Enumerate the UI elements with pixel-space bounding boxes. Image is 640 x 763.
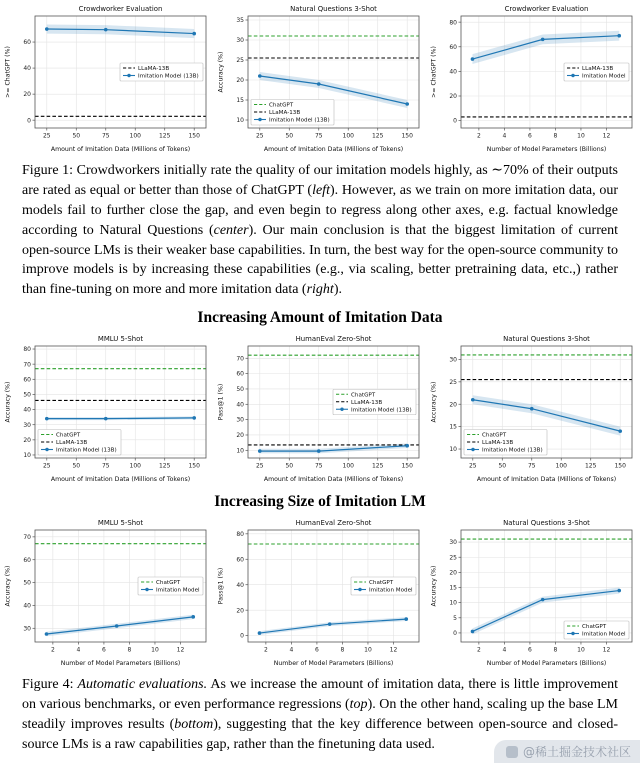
chart-humaneval-vs-data [215,332,425,484]
svg-text:50: 50 [285,132,294,140]
mmlu-vs-data-plot [2,332,212,484]
svg-text:LLaMA-13B: LLaMA-13B [269,110,301,116]
svg-text:Imitation Model: Imitation Model [582,73,626,80]
svg-text:30: 30 [236,37,244,45]
caption-segment: ). Our main conclusion is that the biggest limitation of current open-source LMs is their weaker base capabilities. In turn, the best way for the open-source community to improve models is by increasing these capabilities (e.g., via scaling, better pretraining data, etc.,) rather than fine-tuning on more and more imitation data ( [22,222,618,298]
svg-text:25: 25 [42,132,51,140]
svg-text:25: 25 [236,57,244,65]
svg-text:100: 100 [555,462,567,470]
svg-text:150: 150 [401,132,413,140]
svg-text:30: 30 [23,625,31,633]
svg-text:100: 100 [129,462,141,470]
svg-text:Imitation Model: Imitation Model [582,631,626,638]
svg-text:40: 40 [236,581,244,589]
caption-segment: right [306,282,334,298]
svg-text:100: 100 [342,132,354,140]
svg-text:75: 75 [101,462,110,470]
svg-text:Number of Model Parameters (Bi: Number of Model Parameters (Billions) [486,146,607,153]
svg-text:ChatGPT: ChatGPT [369,580,394,587]
section-title-imitation-data: Increasing Amount of Imitation Data [197,309,443,327]
svg-text:Imitation Model: Imitation Model [369,587,413,594]
chart-crowdworker-eval-vs-params [428,2,638,154]
svg-text:25: 25 [449,379,457,387]
figure4-top-chart-row [0,330,640,484]
chart-natural-questions-vs-data-2 [428,332,638,484]
svg-text:Imitation Model (13B): Imitation Model (13B) [482,447,543,454]
watermark-text: @稀土掘金技术社区 [522,745,631,759]
svg-text:4: 4 [76,646,81,654]
caption-segment: left [312,182,330,198]
mmlu-vs-params-plot [2,516,212,668]
svg-text:30: 30 [236,416,244,424]
caption-segment: top [349,697,368,712]
svg-text:10: 10 [577,646,585,654]
svg-text:Number of Model Parameters (Bi: Number of Model Parameters (Billions) [60,660,181,668]
svg-text:4: 4 [502,646,507,654]
svg-text:Imitation Model: Imitation Model [156,587,200,594]
svg-text:Crowdworker Evaluation: Crowdworker Evaluation [504,5,589,13]
caption-segment: As we increase the amount of imitation data, there is little improvement on various benchmarks, or even performance regressions ( [22,677,618,712]
svg-text:ChatGPT: ChatGPT [351,392,376,399]
svg-text:MMLU 5-Shot: MMLU 5-Shot [97,519,144,528]
svg-text:50: 50 [23,391,31,399]
svg-text:12: 12 [602,646,611,654]
svg-text:40: 40 [23,406,31,414]
svg-text:6: 6 [314,646,319,654]
svg-text:10: 10 [151,646,159,654]
svg-text:MMLU 5-Shot: MMLU 5-Shot [97,335,144,344]
svg-text:50: 50 [498,462,507,470]
svg-text:8: 8 [553,646,558,654]
svg-text:75: 75 [527,462,536,470]
svg-text:ChatGPT: ChatGPT [482,432,507,439]
svg-text:50: 50 [236,386,244,394]
svg-text:6: 6 [527,132,532,140]
watermark [494,740,640,763]
svg-text:12: 12 [602,132,611,140]
svg-text:30: 30 [449,356,457,364]
svg-text:2: 2 [263,646,268,654]
svg-text:10: 10 [236,117,244,125]
svg-text:ChatGPT: ChatGPT [156,580,181,587]
humaneval-vs-params-plot [215,516,425,668]
svg-text:LLaMA-13B: LLaMA-13B [351,399,383,406]
svg-text:4: 4 [289,646,294,654]
svg-text:70: 70 [23,534,31,542]
svg-text:10: 10 [23,452,31,460]
svg-text:Amount of Imitation Data (Mill: Amount of Imitation Data (Millions of Tokens) [263,146,404,153]
svg-text:Pass@1 (%): Pass@1 (%) [217,383,225,421]
svg-text:2: 2 [476,132,481,140]
svg-text:80: 80 [23,346,31,354]
caption-segment: Figure 1: [22,163,77,178]
svg-text:Amount of Imitation Data (Mill: Amount of Imitation Data (Millions of Tokens) [50,146,191,153]
svg-text:150: 150 [188,132,200,140]
svg-text:40: 40 [236,401,244,409]
svg-text:8: 8 [340,646,345,654]
svg-text:2: 2 [476,646,481,654]
svg-text:60: 60 [236,370,244,378]
natural-questions-vs-params-plot [428,516,638,668]
svg-text:75: 75 [101,132,110,140]
svg-text:10: 10 [449,599,457,607]
svg-text:4: 4 [502,132,507,140]
svg-text:20: 20 [236,77,244,85]
svg-text:0: 0 [27,117,31,125]
caption-segment: bottom [174,716,214,732]
svg-text:HumanEval Zero-Shot: HumanEval Zero-Shot [295,519,372,528]
crowdworker-eval-vs-params-plot [428,2,638,154]
svg-text:Number of Model Parameters (Bi: Number of Model Parameters (Billions) [273,660,394,668]
caption-segment: ). However, as we train on more imitation data, our models fail to further close the gap, and even begin to regress along other axes, e.g. factual knowledge according to Natural Questions ( [22,182,618,238]
svg-text:25: 25 [255,462,264,470]
svg-text:30: 30 [449,539,457,547]
svg-text:20: 20 [236,607,244,615]
caption-segment: Crowdworkers initially rate the quality of our imitation models highly, as ∼70% of their outputs are rated as equal or better than those of ChatGPT ( [22,163,618,198]
svg-text:60: 60 [23,556,31,564]
humaneval-vs-data-plot [215,332,425,484]
svg-text:LLaMA-13B: LLaMA-13B [56,440,88,447]
svg-text:20: 20 [23,91,31,99]
chart-mmlu-vs-data [2,332,212,484]
chart-crowdworker-eval-vs-data [2,2,212,154]
svg-text:150: 150 [614,462,626,470]
svg-text:LLaMA-13B: LLaMA-13B [582,66,614,72]
svg-text:Number of Model Parameters (Bi: Number of Model Parameters (Billions) [486,660,607,668]
svg-text:25: 25 [449,554,457,562]
svg-text:0: 0 [453,630,457,638]
svg-text:Imitation Model (13B): Imitation Model (13B) [138,73,199,80]
svg-text:125: 125 [158,462,171,470]
figure4-bottom-chart-row [0,514,640,668]
chart-humaneval-vs-params [215,516,425,668]
svg-text:50: 50 [72,132,81,140]
svg-text:60: 60 [23,39,31,47]
svg-text:10: 10 [236,447,244,455]
svg-text:50: 50 [72,462,81,470]
svg-text:Pass@1 (%): Pass@1 (%) [217,567,225,605]
svg-text:70: 70 [23,361,31,369]
svg-text:35: 35 [236,17,244,25]
svg-text:125: 125 [371,462,384,470]
svg-text:12: 12 [176,646,185,654]
svg-text:>= ChatGPT (%): >= ChatGPT (%) [4,46,12,98]
caption-segment: center [213,222,249,238]
svg-text:100: 100 [342,462,354,470]
svg-text:50: 50 [23,579,31,587]
svg-text:20: 20 [449,401,457,409]
caption-segment: ). [333,282,342,298]
svg-text:6: 6 [101,646,106,654]
crowdworker-eval-vs-data-plot [2,2,212,154]
svg-text:6: 6 [527,646,532,654]
svg-text:10: 10 [364,646,372,654]
svg-text:Natural Questions 3-Shot: Natural Questions 3-Shot [290,5,377,13]
svg-text:25: 25 [255,132,264,140]
svg-text:15: 15 [236,97,244,105]
svg-text:Accuracy (%): Accuracy (%) [217,51,225,93]
svg-text:10: 10 [449,446,457,454]
svg-text:80: 80 [236,531,244,539]
svg-text:25: 25 [468,462,477,470]
chart-natural-questions-vs-params [428,516,638,668]
svg-text:2: 2 [50,646,55,654]
svg-text:LLaMA-13B: LLaMA-13B [482,440,514,447]
svg-text:125: 125 [158,132,171,140]
natural-questions-vs-data-plot [215,2,425,154]
figure1-chart-row [0,0,640,154]
svg-text:Accuracy (%): Accuracy (%) [4,565,12,607]
svg-text:20: 20 [236,432,244,440]
caption-segment: ). On the other hand, scaling up the base LM steadily improves results ( [22,697,618,732]
chart-mmlu-vs-params [2,516,212,668]
svg-text:ChatGPT: ChatGPT [56,432,81,439]
watermark-logo-icon [506,746,518,758]
svg-text:150: 150 [188,462,200,470]
svg-text:Accuracy (%): Accuracy (%) [430,565,438,607]
section-title-imitation-lm-size: Increasing Size of Imitation LM [214,493,426,511]
svg-text:Natural Questions 3-Shot: Natural Questions 3-Shot [503,519,590,528]
svg-text:25: 25 [42,462,51,470]
svg-text:150: 150 [401,462,413,470]
svg-text:Crowdworker Evaluation: Crowdworker Evaluation [78,5,163,13]
svg-text:125: 125 [371,132,384,140]
svg-text:60: 60 [23,376,31,384]
chart-natural-questions-vs-data [215,2,425,154]
svg-text:0: 0 [453,117,457,125]
svg-text:Imitation Model (13B): Imitation Model (13B) [269,117,330,124]
svg-text:50: 50 [285,462,294,470]
svg-text:Imitation Model (13B): Imitation Model (13B) [351,407,412,414]
svg-text:15: 15 [449,423,457,431]
svg-text:75: 75 [314,462,323,470]
svg-text:ChatGPT: ChatGPT [582,624,607,631]
svg-text:5: 5 [453,615,457,623]
svg-text:Amount of Imitation Data (Mill: Amount of Imitation Data (Millions of Tokens) [263,476,404,484]
caption-segment: ), suggesting that the key difference between open-source and closed-source LMs is a raw capabilities gap, rather than the finetuning data used. [22,716,618,752]
svg-text:12: 12 [389,646,398,654]
svg-text:20: 20 [449,569,457,577]
svg-text:Accuracy (%): Accuracy (%) [4,381,12,423]
svg-text:Imitation Model (13B): Imitation Model (13B) [56,447,117,454]
svg-text:80: 80 [449,19,457,27]
caption-segment: Automatic evaluations. [77,677,208,693]
svg-text:>= ChatGPT (%): >= ChatGPT (%) [430,46,438,98]
svg-text:30: 30 [23,421,31,429]
svg-text:20: 20 [449,93,457,101]
svg-text:40: 40 [23,602,31,610]
svg-text:125: 125 [584,462,597,470]
svg-text:15: 15 [449,584,457,592]
natural-questions-vs-data-2-plot [428,332,638,484]
svg-text:LLaMA-13B: LLaMA-13B [138,66,170,72]
svg-text:8: 8 [127,646,132,654]
svg-text:75: 75 [314,132,323,140]
svg-text:8: 8 [553,132,558,140]
svg-text:Natural Questions 3-Shot: Natural Questions 3-Shot [503,335,590,344]
svg-text:70: 70 [236,355,244,363]
svg-text:Amount of Imitation Data (Mill: Amount of Imitation Data (Millions of Tokens) [50,476,191,484]
svg-text:10: 10 [577,132,585,140]
figure1-caption [22,161,618,300]
svg-text:Accuracy (%): Accuracy (%) [430,381,438,423]
svg-text:100: 100 [129,132,141,140]
svg-text:20: 20 [23,437,31,445]
svg-text:HumanEval Zero-Shot: HumanEval Zero-Shot [295,335,372,344]
svg-text:60: 60 [236,556,244,564]
svg-text:Amount of Imitation Data (Mill: Amount of Imitation Data (Millions of Tokens) [476,476,617,484]
svg-text:40: 40 [23,65,31,73]
svg-text:60: 60 [449,43,457,51]
svg-text:40: 40 [449,68,457,76]
caption-segment: Figure 4: [22,677,78,693]
svg-text:ChatGPT: ChatGPT [269,102,294,109]
svg-text:0: 0 [240,632,244,640]
